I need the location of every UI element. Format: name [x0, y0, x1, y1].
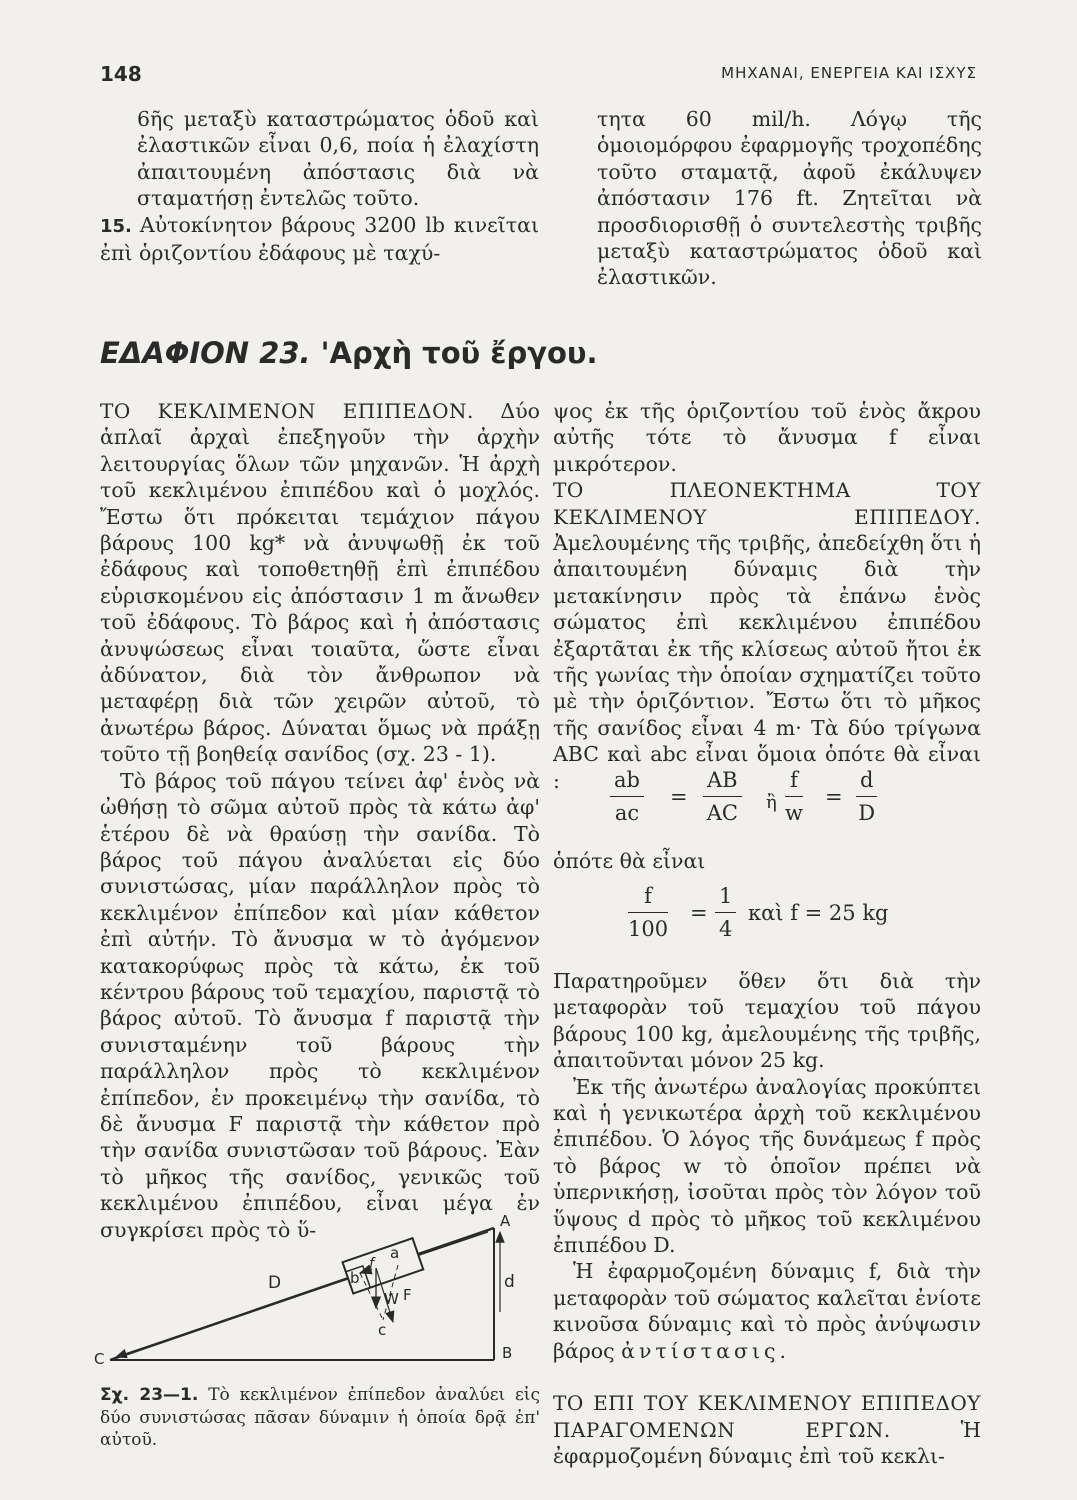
paragraph-text: Ἡ ἐφαρμοζομένη δύναμις f, διὰ τὴν μεταφορὰν τοῦ σώματος καλεῖται ἐνίοτε κινοῦσα δύναμις καὶ τὸ πρὸς ἀνύψωσιν βάρος	[553, 1259, 981, 1363]
label-A: A	[500, 1212, 511, 1230]
denominator: D	[858, 801, 876, 825]
label-C: C	[94, 1350, 105, 1368]
fraction-ab-ac	[610, 768, 644, 825]
numerator: ab	[610, 768, 644, 797]
spaced-term: ἀντίστασις.	[621, 1338, 791, 1363]
numerator: AB	[703, 768, 742, 797]
paragraph-continuation: ψος ἐκ τῆς ὁριζοντίου τοῦ ἑνὸς ἄκρου αὐτῆς τότε τὸ ἄνυσμα f εἶναι μικρότερον.	[553, 399, 981, 476]
label-d: d	[504, 1272, 515, 1292]
denominator: w	[785, 801, 803, 825]
previous-problem-end: 6ῆς μεταξὺ καταστρώματος ὁδοῦ καὶ ἐλαστικῶν εἶναι 0,6, ποία ἡ ἐλαχίστη ἀπαιτουμένη ἀπόστασις διὰ νὰ σταματήσῃ ἐντελῶς τοῦτο.	[137, 107, 539, 211]
label-B: B	[502, 1344, 513, 1362]
paragraph-work	[553, 1390, 981, 1469]
fraction-d-D	[856, 768, 877, 825]
numerator: 1	[715, 884, 736, 913]
problem-number: 15.	[100, 215, 132, 237]
fraction-1-4	[715, 884, 736, 941]
label-a: a	[390, 1244, 400, 1262]
paragraph-text: Ἡ ἐφαρμοζομένη δύναμις ἐπὶ τοῦ κεκλι-	[553, 1417, 981, 1468]
top-right-text	[597, 106, 982, 291]
section-heading: 'Αρχὴ τοῦ ἔργου.	[320, 336, 598, 370]
fraction-f-w	[785, 768, 803, 825]
heading-inclined-plane: ΤΟ ΚΕΚΛΙΜΕΝΟΝ ΕΠΙΠΕΔΟΝ.	[100, 399, 474, 423]
caption-label: Σχ. 23—1.	[100, 1385, 199, 1405]
problem-text: Αὐτοκίνητον βάρους 3200 lb κινεῖται ἐπὶ ὁριζοντίου ἐδάφους μὲ ταχύ-	[100, 212, 539, 266]
right-column-top	[553, 398, 981, 794]
paragraph-text: Ἀμελουμένης τῆς τριβῆς, ἀπεδείχθη ὅτι ἡ ἀπαιτουμένη δύναμις διὰ τὴν μετακίνησιν πρὸς τὰ ἐπάνω ἑνὸς σώματος ἐπὶ κεκλιμένου ἐπιπέδου ἐξαρτᾶται ἐκ τῆς κλίσεως αὐτοῦ ἤτοι ἐκ τῆς γωνίας τὴν ὁποίαν σχηματίζει τοῦτο μὲ τὴν ὁριζόντιον. Ἔστω ὅτι τὸ μῆκος τῆς σανίδος εἶναι 4 m· Τὰ δύο τρίγωνα ABC καὶ abc εἶναι ὅμοια ὁπότε θὰ εἶναι :	[553, 531, 981, 793]
formula-result	[628, 884, 928, 954]
denominator: AC	[706, 801, 738, 825]
paragraph-advantage	[553, 477, 981, 794]
page-number: 148	[100, 62, 142, 86]
fraction-f-100	[628, 884, 668, 941]
denominator: 100	[628, 917, 669, 941]
or-word: ἢ	[766, 792, 777, 813]
paragraph-applied-force	[553, 1258, 981, 1364]
paragraph-general-principle: Ἐκ τῆς ἀνωτέρω ἀναλογίας προκύπτει καὶ ἡ γενικωτέρα ἀρχὴ τοῦ κεκλιμένου ἐπιπέδου. Ὁ λόγος τῆς δυνάμεως f πρὸς τὸ βάρος w τὸ ὁποῖον πρέπει νὰ ὑπερνικήσῃ, ἰσοῦται πρὸς τὸν λόγον τοῦ ὕψους d πρὸς τὸ μῆκος τοῦ κεκλιμένου ἐπιπέδου D.	[553, 1074, 981, 1258]
section-label: ΕΔΑΦΙΟΝ 23.	[100, 336, 311, 370]
formula-similar-triangles	[610, 768, 910, 838]
paragraph-observation: Παρατηροῦμεν ὅθεν ὅτι διὰ τὴν μεταφορὰν τοῦ τεμαχίου τοῦ πάγου βάρους 100 kg, ἀμελουμένης τῆς τριβῆς, ἀπαιτοῦνται μόνον 25 kg.	[553, 969, 981, 1073]
numerator: d	[856, 768, 877, 797]
label-D: D	[268, 1273, 282, 1293]
fraction-AB-AC	[703, 768, 742, 825]
section-title	[100, 336, 597, 370]
heading-work: ΤΟ ΕΠΙ ΤΟΥ ΚΕΚΛΙΜΕΝΟΥ ΕΠΙΠΕΔΟΥ ΠΑΡΑΓΟΜΕΝΩΝ ΕΡΓΩΝ.	[553, 1391, 981, 1442]
label-f: f	[369, 1256, 374, 1272]
right-column-bottom	[553, 968, 981, 1469]
label-c: c	[378, 1321, 387, 1339]
dimension-D	[116, 1232, 488, 1357]
paragraph-weight: Τὸ βάρος τοῦ πάγου τείνει ἀφ' ἑνὸς νὰ ὠθήσῃ τὸ σῶμα αὐτοῦ πρὸς τὰ κάτω ἀφ' ἑτέρου δὲ νὰ θραύσῃ τὴν σανίδα. Τὸ βάρος τοῦ πάγου ἀναλύεται εἰς δύο συνιστώσας, μίαν παράλληλον πρὸς τὸ κεκλιμένον ἐπίπεδον καὶ μίαν κάθετον ἐπὶ αὐτήν. Τὸ ἄνυσμα w τὸ ἀγόμενον κατακορύφως πρὸς τὰ κάτω, ἐκ τοῦ κέντρου βάρους τοῦ τεμαχίου, παριστᾷ τὸ βάρος αὐτοῦ. Τὸ ἄνυσμα f παριστᾷ τὴν συνισταμένην τοῦ βάρους τὴν παράλληλον πρὸς τὸ κεκλιμένον ἐπίπεδον, ἐν προκειμένῳ τὴν σανίδα, τὸ δὲ ἄνυσμα F παριστᾷ τὴν κάθετον πρὸ τὴν σανίδα συνιστῶσαν τοῦ βάρους. Ἐὰν τὸ μῆκος τῆς σανίδος, γενικῶς τοῦ κεκλιμένου ἐπιπέδου, εἶναι μέγα ἐν συγκρίσει πρὸς τὸ ὕ-	[100, 768, 540, 1242]
problem-continuation: τητα 60 mil/h. Λόγῳ τῆς ὁμοιομόρφου ἐφαρμογῆς τροχοπέδης τοῦτο σταματᾷ, ἀφοῦ ἐκάλυψεν ἀπόστασιν 176 ft. Ζητεῖται νὰ προσδιορισθῇ ὁ συντελεστὴς τριβῆς μεταξὺ καταστρώματος ὁδοῦ καὶ ἐλαστικῶν.	[597, 107, 982, 290]
problem-15	[100, 212, 539, 267]
running-title: ΜΗΧΑΝΑΙ, ΕΝΕΡΓΕΙΑ ΚΑΙ ΙΣΧΥΣ	[721, 64, 977, 82]
figure-caption	[100, 1384, 540, 1452]
denominator: 4	[719, 917, 733, 941]
equals-sign: =	[690, 901, 708, 925]
equals-sign: =	[825, 785, 843, 809]
denominator: ac	[614, 801, 640, 825]
equals-sign: =	[670, 785, 688, 809]
label-W: W	[384, 1290, 399, 1308]
inclined-plane-figure	[90, 620, 530, 1380]
numerator: f	[628, 884, 668, 913]
label-F: F	[403, 1286, 412, 1304]
top-left-text	[100, 106, 539, 266]
label-b: b	[350, 1269, 360, 1287]
heading-advantage: ΤΟ ΠΛΕΟΝΕΚΤΗΜΑ ΤΟΥ ΚΕΚΛΙΜΕΝΟΥ ΕΠΙΠΕΔΟΥ.	[553, 478, 981, 529]
caption-text: Τὸ κεκλιμένον ἐπίπεδον ἀναλύει εἰς δύο συνιστώσας πᾶσαν δύναμιν ἡ ὁποία δρᾷ ἐπ' αὐτοῦ.	[100, 1385, 540, 1450]
result-tail: καὶ f = 25 kg	[748, 901, 889, 925]
then-text: ὁπότε θὰ εἶναι	[553, 849, 706, 873]
paragraph-text: Δύο ἁπλαῖ ἀρχαὶ ἐπεξηγοῦν τὴν ἀρχὴν λειτουργίας ὅλων τῶν μηχανῶν. Ἡ ἀρχὴ τοῦ κεκλιμένου ἐπιπέδου καὶ ὁ μοχλός. Ἔστω ὅτι πρόκειται τεμάχιον πάγου βάρους 100 kg* νὰ ἀνυψωθῇ ἐκ τοῦ ἐδάφους καὶ τοποθετηθῇ ἐπὶ ἐπιπέδου εὑρισκομένου εἰς ἀπόστασιν 1 m ἄνωθεν τοῦ ἐδάφους. Τὸ βάρος καὶ ἡ ἀπόστασις ἀνυψώσεως εἶναι τοιαῦτα, ὥστε εἶναι ἀδύνατον, διὰ τὸν ἄνθρωπον νὰ μεταφέρῃ διὰ τῶν χειρῶν αὐτοῦ, τὸ ἀνωτέρω βάρος. Δύναται ὅμως νὰ πράξῃ τοῦτο τῇ βοηθείᾳ σανίδος (σχ. 23 - 1).	[100, 399, 540, 767]
numerator: f	[785, 768, 803, 797]
